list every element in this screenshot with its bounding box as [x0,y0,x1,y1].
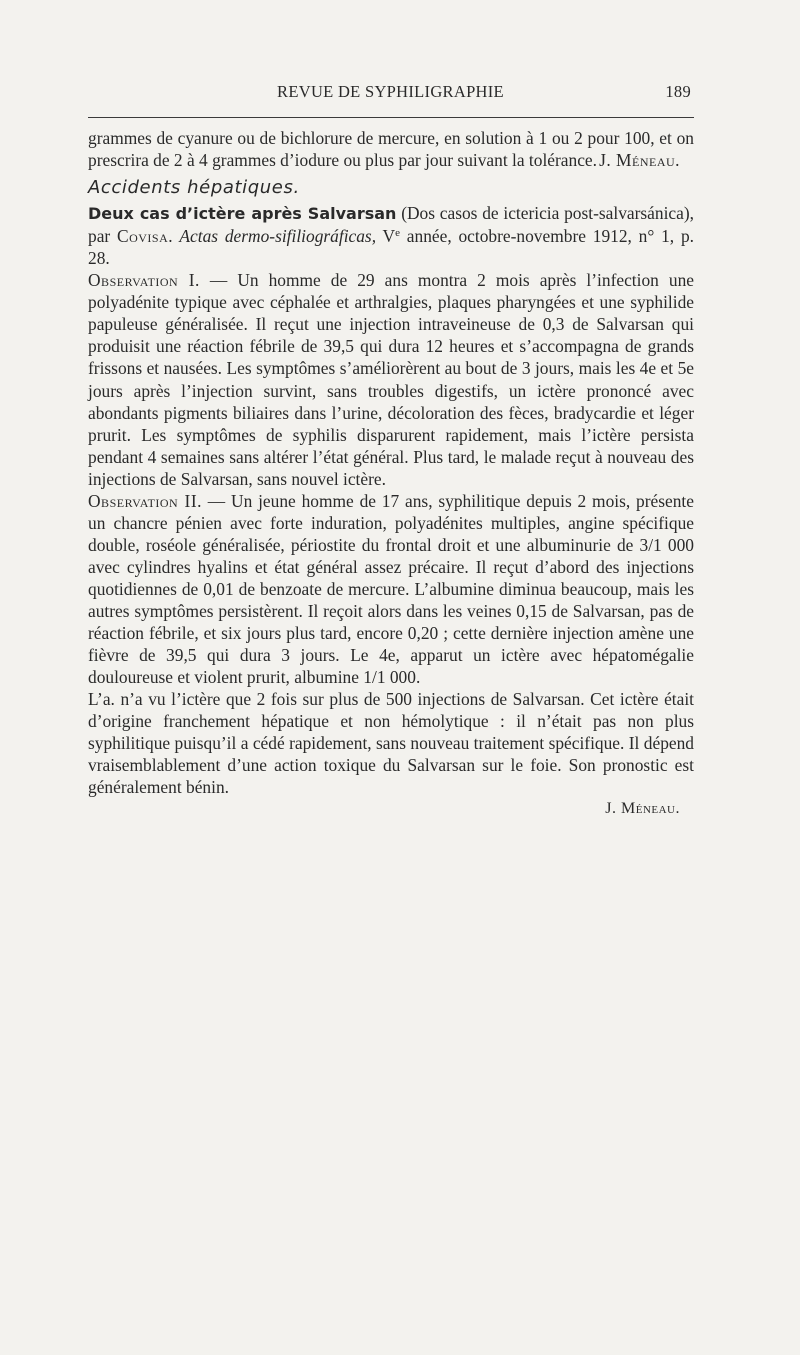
conclusion-paragraph [88,688,694,798]
article-year-num: V [376,226,396,247]
running-header [88,80,693,104]
observation-1-text: — Un homme de 29 ans montra 2 mois après l’infection une polyadénite typique avec céphalée et arthralgies, plaques pharyngées et une syphilide papuleuse généralisée. Il reçut une injection intraveineuse de 0,3 de Salvarsan qui produisit une réaction fébrile de 39,5 qui dura 12 heures et s’accompagna de grands frissons et nausées. Les symptômes s’améliorèrent au bout de 3 jours, mais les 4e et 5e jours après l’injection survint, sans troubles digestifs, un ictère prononcé avec abondants pigments biliaires dans l’urine, décoloration des fèces, bradycardie et léger prurit. Les symptômes de syphilis disparurent rapidement, mais l’ictère persista pendant 4 semaines sans altérer l’état général. Plus tard, le malade reçut à nouveau des injections de Salvarsan, sans nouvel ictère. [88,270,694,489]
observation-1-label: Observation I. [88,270,200,291]
article-journal: Actas dermo-sifiliográficas, [179,226,377,247]
section-heading: Accidents hépatiques. [88,177,300,199]
body-text [88,127,694,820]
observation-2 [88,490,694,688]
observation-1 [88,269,694,489]
article-author-suffix: . [168,226,180,247]
intro-text: grammes de cyanure ou de bichlorure de mercure, en solution à 1 ou 2 pour 100, et on prescrira de 2 à 4 grammes d’iodure ou plus par jour suivant la tolérance. [88,128,694,171]
intro-signature-text: J. Méneau. [599,150,680,171]
conclusion-signature-text: J. Méneau. [605,800,680,818]
observation-2-label: Observation II. [88,490,202,511]
article-title: Deux cas d’ictère après Salvarsan [88,204,397,224]
header-rule [88,117,694,118]
article-year-sup: e [395,227,400,240]
conclusion-text: L’a. n’a vu l’ictère que 2 fois sur plus de 500 injections de Salvarsan. Cet ictère était d’origine franchement hépatique et non hémolytique : il n’était pas non plus syphilitique puisqu’il a cédé rapidement, sans nouveau traitement spécifique. Il dépend vraisemblablement d’une action toxique du Salvarsan sur le foie. Son pronostic est généralement bénin. [88,689,694,798]
observation-2-text: — Un jeune homme de 17 ans, syphilitique depuis 2 mois, présente un chancre pénien avec forte induration, polyadénites multiples, angine spécifique double, roséole généralisée, périostite du frontal droit et une albuminurie de 3/1 000 avec cylindres hyalins et état général assez précaire. Il reçut d’abord des injections quotidiennes de 0,01 de benzoate de mercure. L’albumine diminua beaucoup, mais les autres symptômes persistèrent. Il reçoit alors dans les veines 0,15 de Salvarsan, pas de réaction fébrile, et six jours plus tard, encore 0,20 ; cette dernière injection amène une fièvre de 39,5 qui dura 3 jours. Le 4e, apparut un ictère avec hépatomégalie douloureuse et violent prurit, albumine 1/1 000. [88,490,694,688]
journal-title: REVUE DE SYPHILIGRAPHIE [277,82,504,101]
page-number: 189 [665,82,691,101]
article-author: Covisa [117,226,169,247]
article-rest: année, octobre-novembre 1912, n° 1, p. 28. [88,226,694,269]
article-reference [88,202,694,269]
article-subtitle: (Dos casos de ictericia post-salvarsánica), par [88,203,694,247]
conclusion-signature [88,798,694,820]
